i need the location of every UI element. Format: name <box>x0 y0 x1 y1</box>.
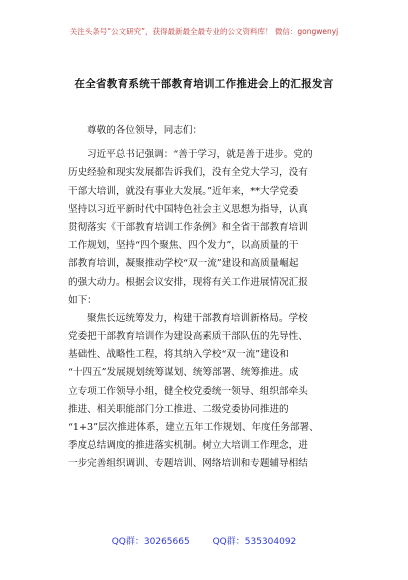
footer-contact <box>0 534 408 547</box>
text-line: 如下： <box>68 294 97 306</box>
text-line: “十四五”发展规划统筹谋划、统筹部署、统筹推进。成 <box>68 367 299 379</box>
text-line: 党委把干部教育培训作为建设高素质干部队伍的先导性、 <box>68 331 308 343</box>
paragraph-2 <box>68 310 350 474</box>
text-line: 季度总结调度的推进落实机制。树立大培训工作理念，进 <box>68 440 308 452</box>
text-line: 聚焦长远统筹发力，构建干部教育培训新格局。学校 <box>87 312 308 324</box>
text-line: 历史经验和现实发展都告诉我们，没有全党大学习，没有 <box>68 167 308 179</box>
promo-banner: 关注头条号“公文研究”，获得最新最全最专业的公文资料库！ 微信：gongwenyj <box>69 27 339 36</box>
text-line: 习近平总书记强调：“善于学习，就是善于进步。党的 <box>87 149 313 161</box>
paragraph-1 <box>68 146 350 310</box>
text-line: 的强大动力。根据会议安排，现将有关工作进展情况汇报 <box>68 276 308 288</box>
text-line: 基础性、战略性工程，将其纳入学校“双一流”建设和 <box>68 349 289 361</box>
greeting: 尊敬的各位领导，同志们： <box>87 125 203 136</box>
text-line: 部教育培训，凝聚推动学校“双一流”建设和高质量崛起 <box>68 258 299 270</box>
document-body <box>68 122 350 474</box>
text-line: 坚持以习近平新时代中国特色社会主义思想为指导，认真 <box>68 203 308 215</box>
text-line: “1+3”层次推进体系，建立五年工作规划、年度任务部署、 <box>68 422 319 433</box>
text-line: 贯彻落实《干部教育培训工作条例》和全省干部教育培训 <box>68 221 308 233</box>
qq-group-1: QQ群：30265665 <box>111 537 190 547</box>
document-title: 在全省教育系统干部教育培训工作推进会上的汇报发言 <box>74 78 334 90</box>
text-line: 一步完善组织调训、专题培训、网络培训和专题辅导相结 <box>68 458 308 470</box>
qq-group-2: QQ群：535304092 <box>212 537 297 547</box>
text-line: 工作规划，坚持“四个聚焦、四个发力”，以高质量的干 <box>68 240 299 252</box>
text-line: 干部大培训，就没有事业大发展。”近年来，**大学党委 <box>68 185 299 197</box>
text-line: 推进、相关职能部门分工推进、二级党委协同推进的 <box>68 403 289 415</box>
text-line: 立专项工作领导小组，健全校党委统一领导、组织部牵头 <box>68 385 308 397</box>
